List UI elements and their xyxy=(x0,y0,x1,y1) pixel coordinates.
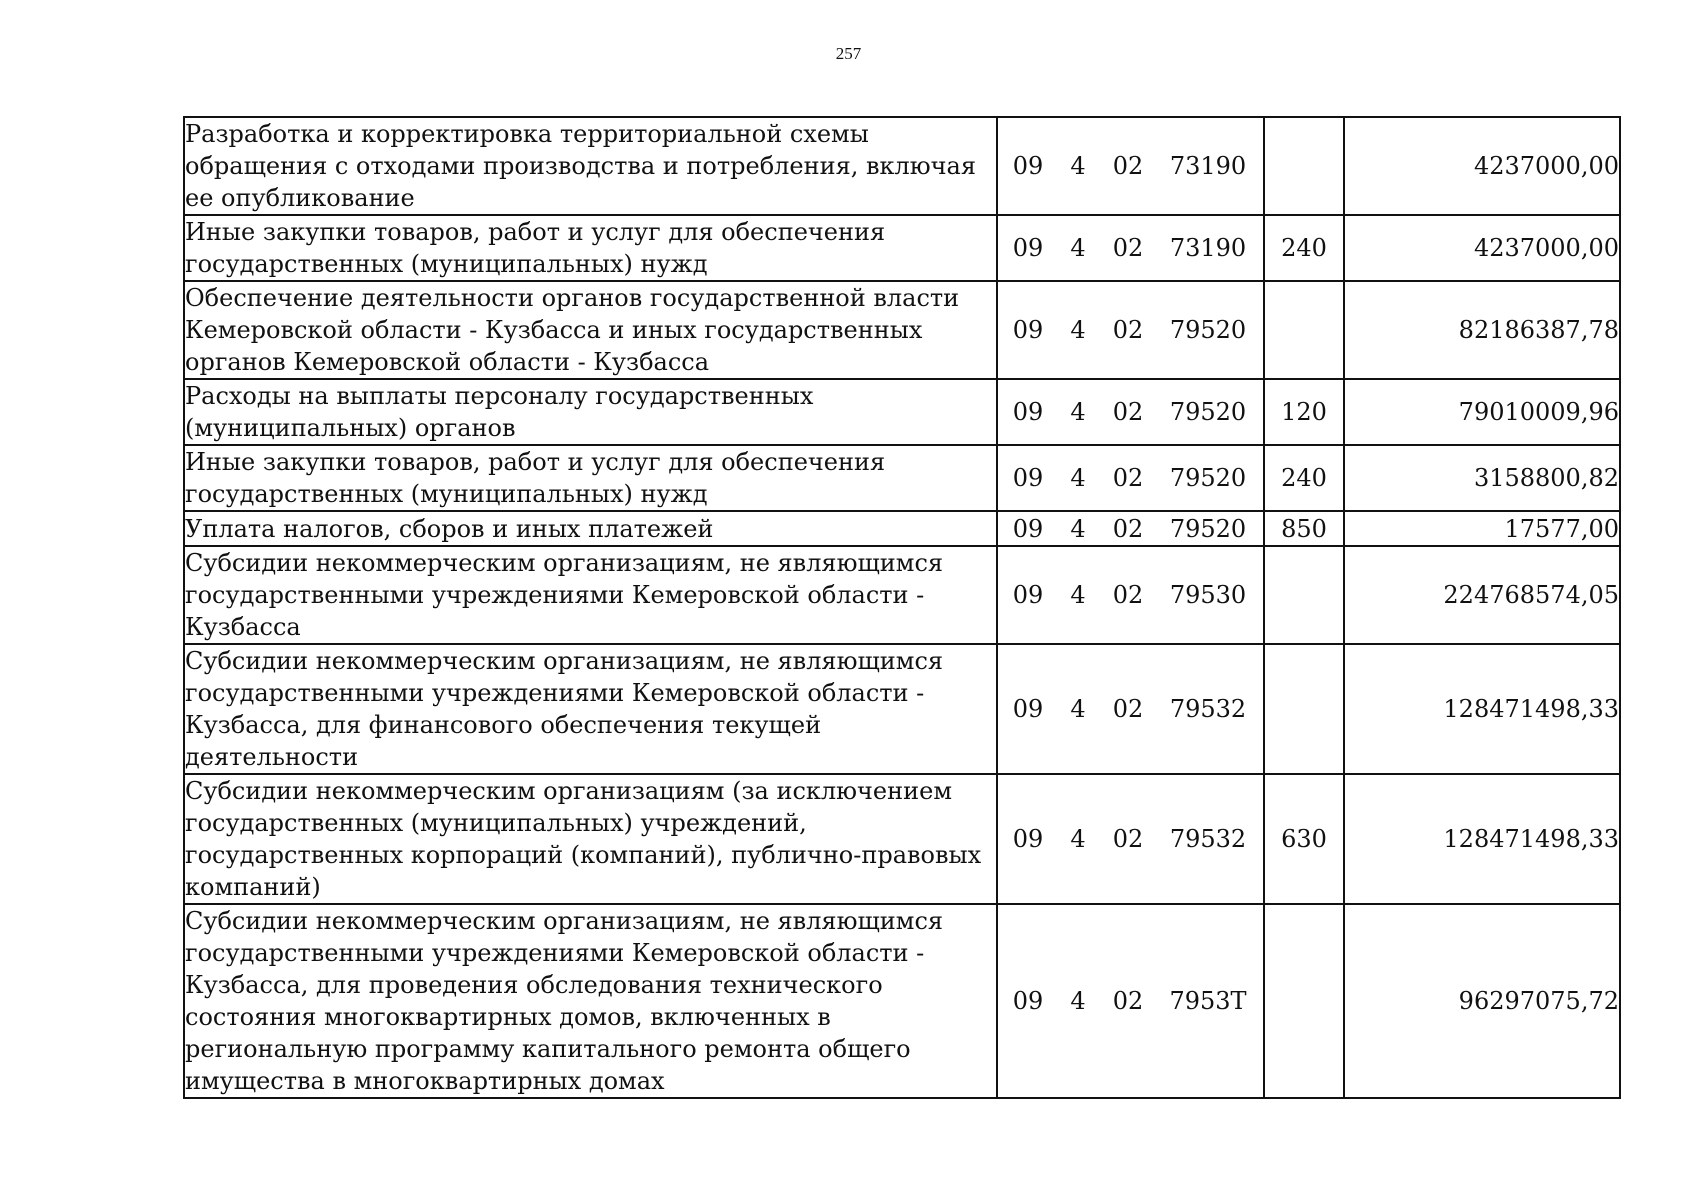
program-code: 4 xyxy=(1070,514,1086,543)
direction-code: 7953Т xyxy=(1169,987,1247,1015)
row-name: Иные закупки товаров, работ и услуг для обеспечения государственных (муниципальных) нужд xyxy=(184,445,997,511)
program-code: 4 xyxy=(1070,695,1086,723)
program-code: 4 xyxy=(1070,825,1086,853)
row-name: Субсидии некоммерческим организациям, не являющимся государственными учреждениями Кемеровской области - Кузбасса xyxy=(184,546,997,644)
amount: 3158800,82 xyxy=(1344,445,1620,511)
subprogram-code: 02 xyxy=(1112,234,1144,262)
table-row xyxy=(184,215,1620,281)
row-name: Субсидии некоммерческим организациям, не являющимся государственными учреждениями Кемеровской области - Кузбасса, для финансового обеспечения текущей деятельности xyxy=(184,644,997,774)
subprogram-code: 02 xyxy=(1112,398,1144,426)
expense-type-code: 120 xyxy=(1264,379,1344,445)
amount: 224768574,05 xyxy=(1344,546,1620,644)
subprogram-code: 02 xyxy=(1112,695,1144,723)
direction-code: 79520 xyxy=(1169,514,1247,543)
amount: 82186387,78 xyxy=(1344,281,1620,379)
page-number: 257 xyxy=(835,44,862,63)
amount: 79010009,96 xyxy=(1344,379,1620,445)
subprogram-code: 02 xyxy=(1112,514,1144,543)
program-code: 4 xyxy=(1070,987,1086,1015)
row-code xyxy=(997,904,1264,1098)
amount: 4237000,00 xyxy=(1344,215,1620,281)
direction-code: 73190 xyxy=(1169,234,1247,262)
row-name: Расходы на выплаты персоналу государственных (муниципальных) органов xyxy=(184,379,997,445)
section-code: 09 xyxy=(1012,987,1044,1015)
row-code xyxy=(997,117,1264,215)
amount: 128471498,33 xyxy=(1344,774,1620,904)
subprogram-code: 02 xyxy=(1112,464,1144,492)
row-code xyxy=(997,379,1264,445)
expense-type-code xyxy=(1264,281,1344,379)
direction-code: 73190 xyxy=(1169,152,1247,180)
direction-code: 79520 xyxy=(1169,398,1247,426)
program-code: 4 xyxy=(1070,234,1086,262)
amount: 4237000,00 xyxy=(1344,117,1620,215)
table-row xyxy=(184,117,1620,215)
table-row xyxy=(184,379,1620,445)
row-name: Иные закупки товаров, работ и услуг для обеспечения государственных (муниципальных) нужд xyxy=(184,215,997,281)
table-row xyxy=(184,511,1620,546)
budget-table xyxy=(183,116,1621,1099)
row-name: Субсидии некоммерческим организациям, не являющимся государственными учреждениями Кемеровской области - Кузбасса, для проведения обследования технического состояния многоквартирных домов, включенных в региональную программу капитального ремонта общего имущества в многоквартирных домах xyxy=(184,904,997,1098)
row-name: Обеспечение деятельности органов государственной власти Кемеровской области - Кузбасса и иных государственных органов Кемеровской области - Кузбасса xyxy=(184,281,997,379)
expense-type-code: 240 xyxy=(1264,445,1344,511)
row-code xyxy=(997,281,1264,379)
section-code: 09 xyxy=(1012,152,1044,180)
section-code: 09 xyxy=(1012,316,1044,344)
subprogram-code: 02 xyxy=(1112,152,1144,180)
row-name: Субсидии некоммерческим организациям (за исключением государственных (муниципальных) учреждений, государственных корпораций (компаний), публично-правовых компаний) xyxy=(184,774,997,904)
section-code: 09 xyxy=(1012,695,1044,723)
section-code: 09 xyxy=(1012,581,1044,609)
program-code: 4 xyxy=(1070,316,1086,344)
expense-type-code xyxy=(1264,644,1344,774)
row-code xyxy=(997,215,1264,281)
row-code xyxy=(997,511,1264,546)
row-name: Разработка и корректировка территориальной схемы обращения с отходами производства и потребления, включая ее опубликование xyxy=(184,117,997,215)
direction-code: 79530 xyxy=(1169,581,1247,609)
amount: 96297075,72 xyxy=(1344,904,1620,1098)
program-code: 4 xyxy=(1070,152,1086,180)
table-row xyxy=(184,546,1620,644)
subprogram-code: 02 xyxy=(1112,987,1144,1015)
row-code xyxy=(997,774,1264,904)
table-row xyxy=(184,445,1620,511)
expense-type-code xyxy=(1264,117,1344,215)
subprogram-code: 02 xyxy=(1112,825,1144,853)
row-code xyxy=(997,644,1264,774)
direction-code: 79532 xyxy=(1169,695,1247,723)
table-row xyxy=(184,281,1620,379)
subprogram-code: 02 xyxy=(1112,581,1144,609)
expense-type-code: 630 xyxy=(1264,774,1344,904)
direction-code: 79520 xyxy=(1169,316,1247,344)
expense-type-code xyxy=(1264,546,1344,644)
expense-type-code: 850 xyxy=(1264,511,1344,546)
direction-code: 79532 xyxy=(1169,825,1247,853)
expense-type-code xyxy=(1264,904,1344,1098)
expense-type-code: 240 xyxy=(1264,215,1344,281)
program-code: 4 xyxy=(1070,581,1086,609)
table-row xyxy=(184,644,1620,774)
section-code: 09 xyxy=(1012,514,1044,543)
program-code: 4 xyxy=(1070,398,1086,426)
table-row xyxy=(184,904,1620,1098)
subprogram-code: 02 xyxy=(1112,316,1144,344)
section-code: 09 xyxy=(1012,464,1044,492)
program-code: 4 xyxy=(1070,464,1086,492)
row-code xyxy=(997,445,1264,511)
amount: 128471498,33 xyxy=(1344,644,1620,774)
table-row xyxy=(184,774,1620,904)
section-code: 09 xyxy=(1012,398,1044,426)
amount: 17577,00 xyxy=(1344,511,1620,546)
section-code: 09 xyxy=(1012,234,1044,262)
row-name: Уплата налогов, сборов и иных платежей xyxy=(184,511,997,546)
direction-code: 79520 xyxy=(1169,464,1247,492)
row-code xyxy=(997,546,1264,644)
section-code: 09 xyxy=(1012,825,1044,853)
